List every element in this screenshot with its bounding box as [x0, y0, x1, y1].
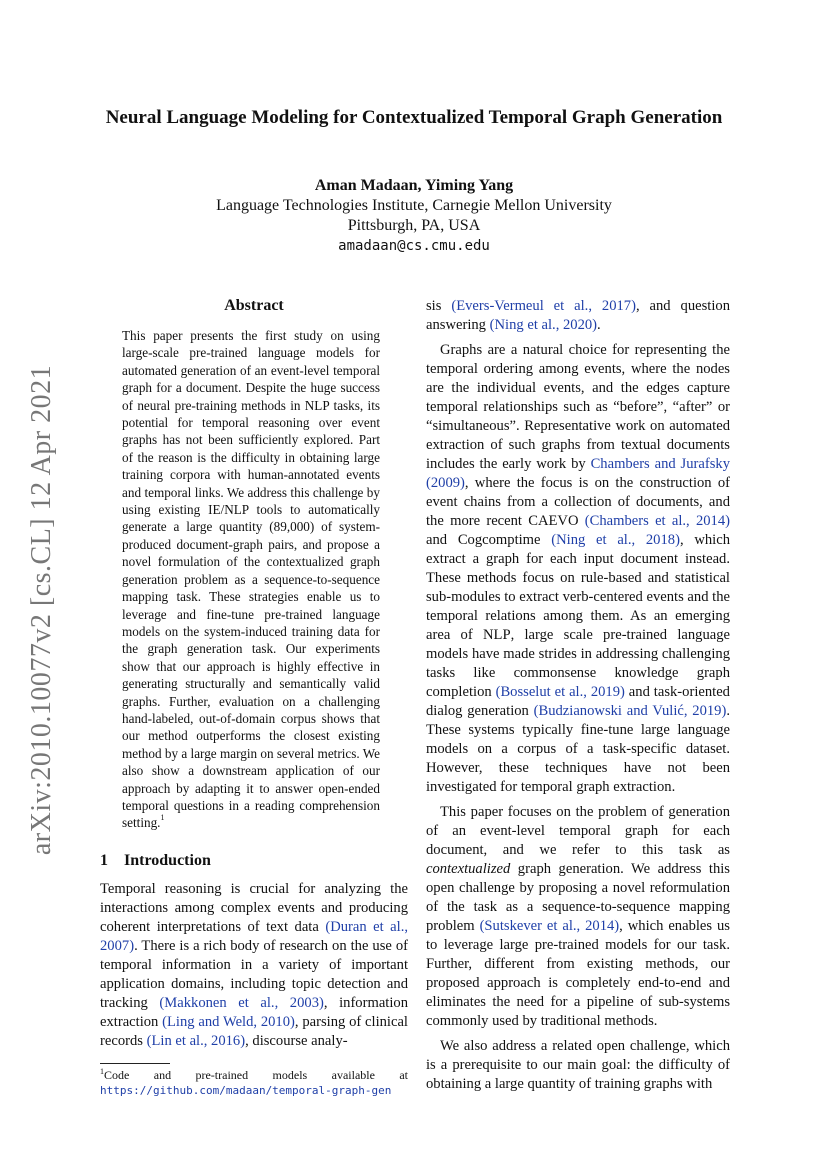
citation-link[interactable]: (Sutskever et al., 2014)	[479, 918, 620, 934]
citation-link[interactable]: (Evers-Vermeul et al., 2017)	[451, 298, 636, 314]
body-paragraph: sis (Evers-Vermeul et al., 2017), and question answering (Ning et al., 2020).	[426, 298, 730, 333]
paper-title: Neural Language Modeling for Contextualized Temporal Graph Generation	[105, 107, 723, 128]
footnote-rule	[100, 1063, 170, 1064]
citation-link[interactable]: (Ning et al., 2018)	[551, 532, 680, 548]
author-affiliation: Language Technologies Institute, Carnegie Mellon University	[216, 197, 612, 214]
author-email[interactable]: amadaan@cs.cmu.edu	[338, 238, 490, 254]
section-title: Introduction	[124, 851, 211, 869]
citation-link[interactable]: (Ling and Weld, 2010)	[162, 1013, 295, 1030]
left-column	[100, 297, 408, 1098]
footnote-number: 1	[100, 1066, 104, 1076]
abstract-text: This paper presents the first study on using large-scale pre-trained language models for automated generation of an event-level temporal graph for a document. Despite the huge success of neural pre-training methods in NLP tasks, its potential for temporal reasoning over event graphs has not been sufficiently explored. Part of the reason is the difficulty in obtaining large training corpora with human-annotated events and temporal links. We address this challenge by using existing IE/NLP tools to automatically generate a large quantity (89,000) of system-produced document-graph pairs, and propose a novel formulation of the contextualized graph generation problem as a sequence-to-sequence mapping task. These strategies enable us to leverage and fine-tune pre-trained language models on the system-induced training data for the graph generation task. Our experiments show that our approach is highly effective in generating structurally and semantically valid graphs. Further, evaluation on a challenging hand-labeled, out-of-domain corpus shows that our method outperforms the closest existing method by a large margin on several metrics. We also show a downstream application of our approach by adapting it to answer open-ended temporal questions in a reading comprehension setting.$^1$	[122, 328, 380, 831]
author-location: Pittsburgh, PA, USA	[347, 217, 481, 234]
footnote: $^1$Code and pre-trained models available at https://github.com/madaan/temporal-graph-gen	[100, 1066, 408, 1097]
author-block	[100, 176, 728, 256]
citation-link[interactable]: (Budzianowski and Vulić, 2019)	[533, 703, 727, 719]
small-caps-term: CAEVO	[528, 513, 579, 529]
abstract-heading: Abstract	[224, 297, 284, 314]
footnote-url-link[interactable]: https://github.com/madaan/temporal-graph-gen	[100, 1083, 392, 1097]
body-paragraph: We also address a related open challenge, which is a prerequisite to our main goal: the difficulty of obtaining a large quantity of training graphs with	[426, 1038, 730, 1092]
author-names: Aman Madaan, Yiming Yang	[314, 177, 514, 194]
body-paragraph: Graphs are a natural choice for representing the temporal ordering among events, where the nodes are the individual events, and the edges capture temporal relationships such as “before”, “after” or “simultaneous”. Representative work on automated extraction of such graphs from textual documents includes the early work by Chambers and Jurafsky (2009), where the focus is on the construction of event chains from a collection of documents, and the more recent CAEVO (Chambers et al., 2014) and Cogcomptime (Ning et al., 2018), which extract a graph for each input document instead. These methods focus on rule-based and statistical sub-modules to extract verb-centered events and the temporal relations among them. As an emerging area of NLP, large scale pre-trained language models have made strides in addressing challenging tasks like commonsense knowledge graph completion (Bosselut et al., 2019) and task-oriented dialog generation (Budzianowski and Vulić, 2019). These systems typically fine-tune large language models on a corpus of a task-specific dataset. However, these techniques have not been investigated for temporal graph extraction.	[426, 342, 731, 795]
right-column	[426, 297, 730, 1094]
body-paragraph: This paper focuses on the problem of generation of an event-level temporal graph for each document, and we refer to this task as contextualized graph generation. We address this open challenge by proposing a novel reformulation of the task as a sequence-to-sequence mapping problem (Sutskever et al., 2014), which enables us to leverage large pre-trained models for our task. Further, different from existing methods, our proposed approach is completely end-to-end and eliminates the need for a pipeline of sub-systems commonly used by traditional methods.	[426, 804, 730, 1029]
arxiv-identifier: arXiv:2010.10077v2 [cs.CL] 12 Apr 2021	[26, 364, 57, 856]
citation-link[interactable]: (Duran et al., 2007)	[100, 918, 408, 954]
citation-link[interactable]: (Bosselut et al., 2019)	[495, 684, 625, 700]
citation-link[interactable]: (Ning et al., 2020)	[489, 317, 598, 333]
citation-link[interactable]: Chambers and Jurafsky (2009)	[426, 456, 730, 491]
section-number: 1	[100, 851, 108, 869]
small-caps-term: NLP	[482, 627, 511, 643]
citation-link[interactable]: (Chambers et al., 2014)	[584, 513, 730, 529]
section-heading	[100, 852, 408, 870]
footnote-marker[interactable]: 1	[160, 813, 165, 823]
citation-link[interactable]: (Makkonen et al., 2003)	[159, 994, 324, 1011]
intro-paragraph: Temporal reasoning is crucial for analyzing the interactions among complex events and producing coherent interpretations of text data (Duran et al., 2007). There is a rich body of research on the use of temporal information in a variety of important application domains, including topic detection and tracking (Makkonen et al., 2003), information extraction (Ling and Weld, 2010), parsing of clinical records (Lin et al., 2016), discourse analy-	[100, 880, 408, 1049]
citation-link[interactable]: (Lin et al., 2016)	[146, 1032, 246, 1049]
arxiv-sidebar	[22, 365, 62, 855]
emphasis: contextualized	[426, 861, 511, 877]
